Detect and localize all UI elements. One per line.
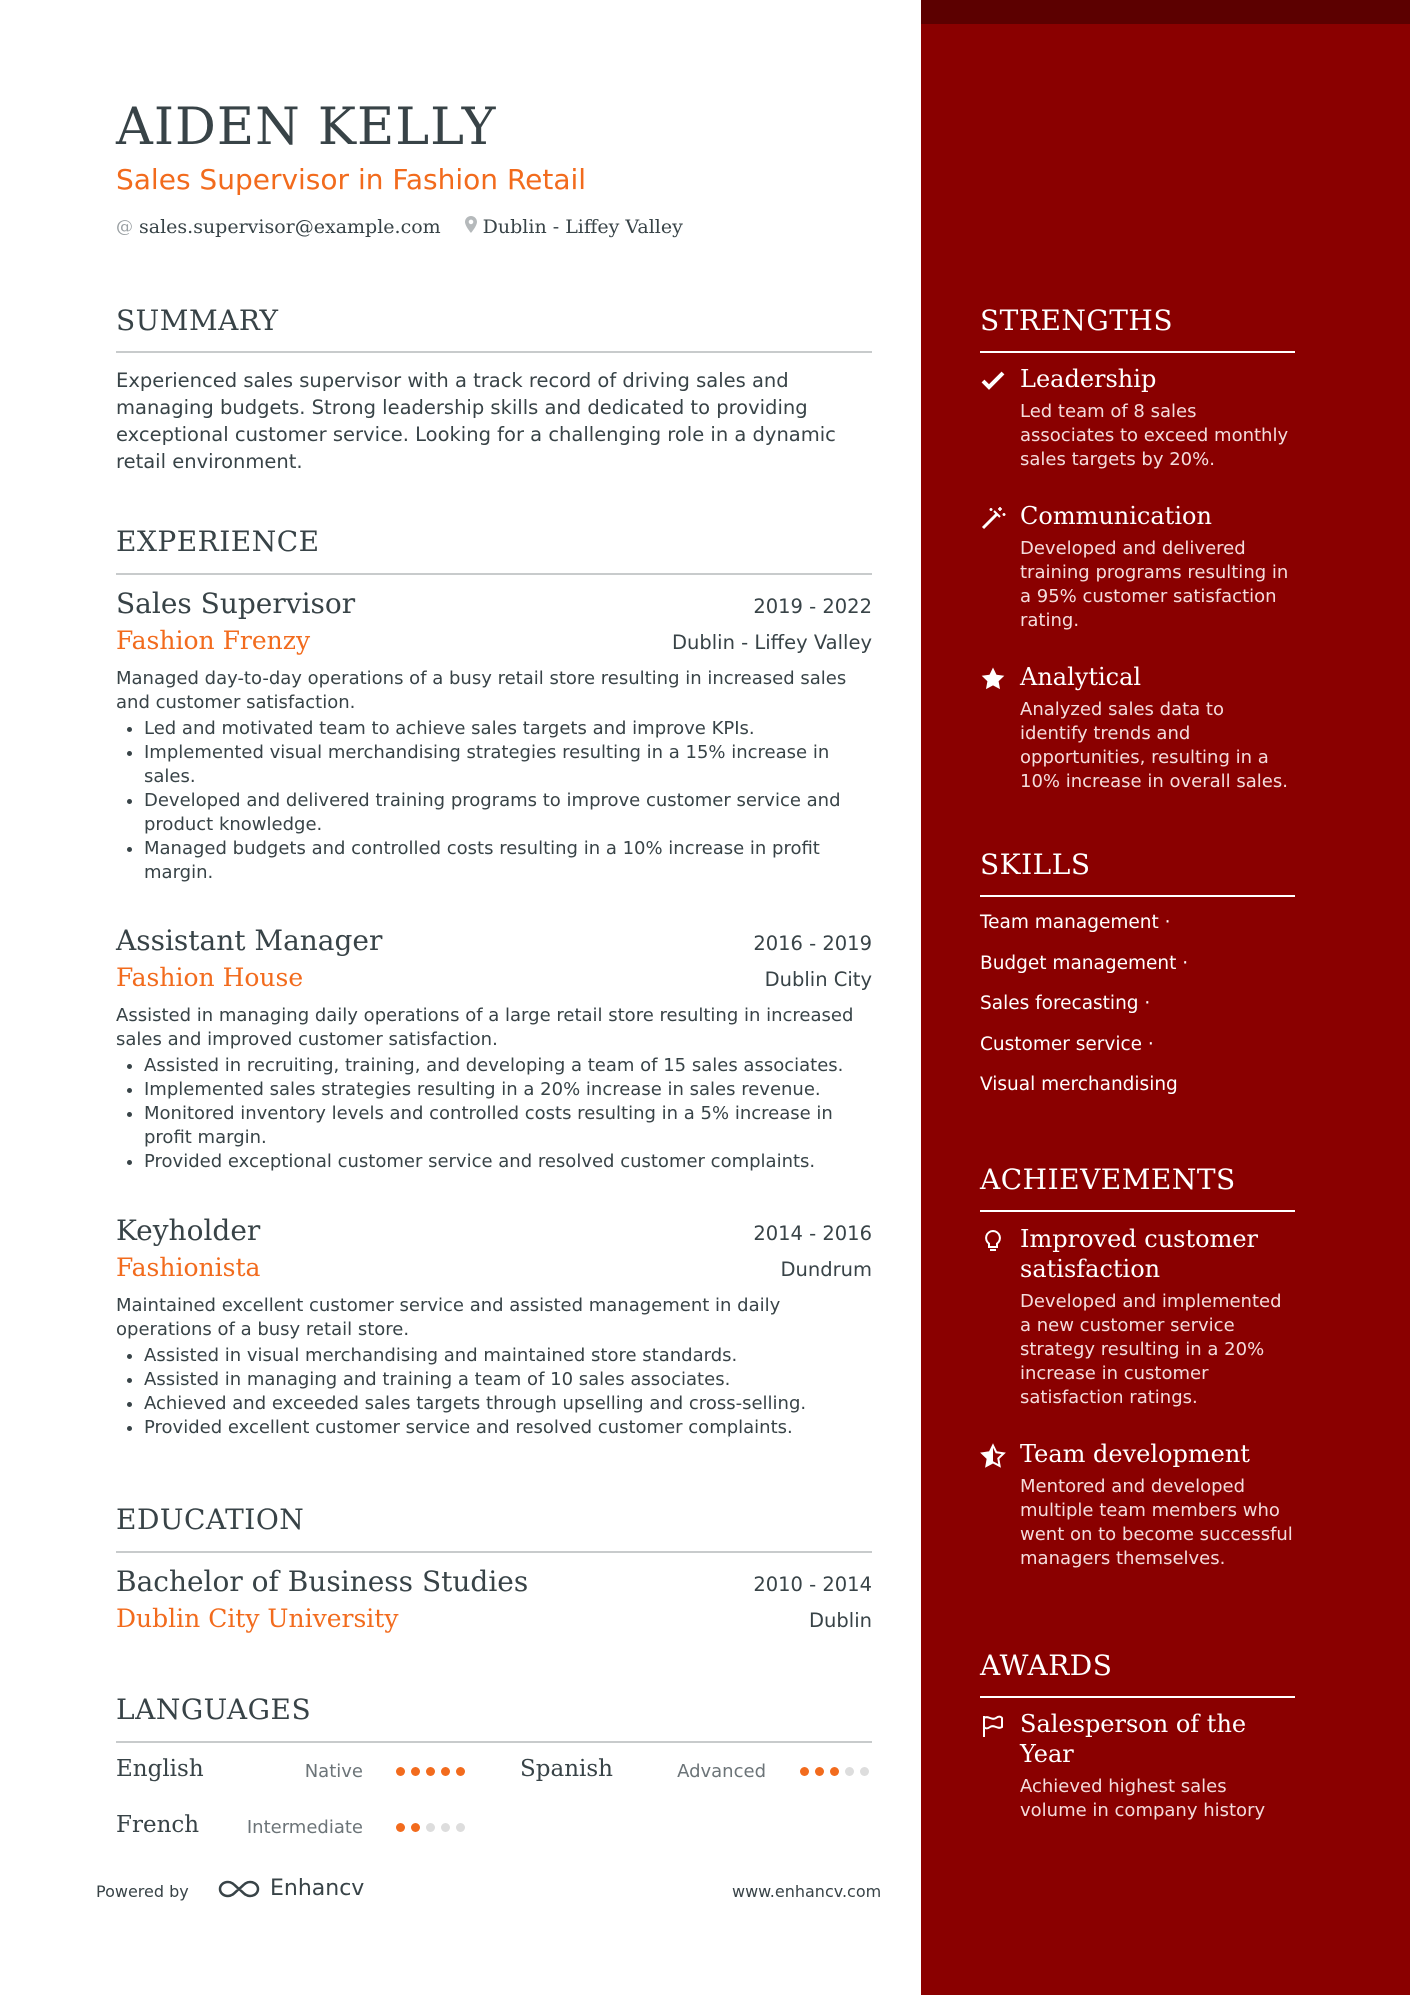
job-bullets bbox=[116, 1054, 872, 1174]
job-bullet: • Assisted in recruiting, training, and developing a team of 15 sales associates. bbox=[144, 1054, 872, 1078]
skill-item: Sales forecasting · bbox=[980, 993, 1151, 1014]
achievement-description: Mentored and developed multiple team members who went on to become successful managers themselves. bbox=[1020, 1476, 1293, 1569]
education-divider bbox=[116, 1551, 872, 1553]
location-pin-icon bbox=[465, 216, 477, 238]
brand-name: Enhancv bbox=[270, 1876, 365, 1901]
job-description: Managed day-to-day operations of a busy retail store resulting in increased sales and customer satisfaction. bbox=[116, 668, 847, 713]
job-description: Maintained excellent customer service and assisted management in daily operations of a busy retail store. bbox=[116, 1295, 781, 1340]
language-name: French bbox=[116, 1812, 200, 1838]
rating-dot-filled bbox=[800, 1767, 809, 1776]
language-rating bbox=[396, 1767, 471, 1776]
strengths-heading: STRENGTHS bbox=[980, 304, 1174, 337]
contact-location: Dublin - Liffey Valley bbox=[482, 216, 683, 238]
job-bullet: • Provided excellent customer service and resolved customer complaints. bbox=[144, 1416, 872, 1440]
lightbulb-icon bbox=[980, 1228, 1006, 1254]
rating-dot-filled bbox=[411, 1767, 420, 1776]
achievement-title: Team development bbox=[1020, 1440, 1250, 1468]
job-entry bbox=[116, 1214, 872, 1440]
contact-line bbox=[116, 216, 683, 238]
skill-item: Team management · bbox=[980, 912, 1171, 933]
language-level: Advanced bbox=[677, 1761, 766, 1782]
star-outline-icon bbox=[980, 1443, 1006, 1469]
achievements-divider bbox=[980, 1210, 1295, 1212]
rating-dot-filled bbox=[815, 1767, 824, 1776]
summary-divider bbox=[116, 351, 872, 353]
skill-item: Budget management · bbox=[980, 953, 1189, 974]
rating-dot-empty bbox=[845, 1767, 854, 1776]
job-dates: 2019 - 2022 bbox=[753, 595, 872, 618]
website-link[interactable]: www.enhancv.com bbox=[732, 1882, 882, 1901]
summary-text: Experienced sales supervisor with a track record of driving sales and managing budgets. Strong leadership skills and dedicated to providing exceptional customer service. Looking for a challenging role in a dynamic retail environment. bbox=[116, 369, 836, 473]
languages-heading: LANGUAGES bbox=[116, 1693, 312, 1726]
job-location: Dublin - Liffey Valley bbox=[672, 631, 872, 654]
job-location: Dublin City bbox=[764, 968, 872, 991]
rating-dot-empty bbox=[456, 1823, 465, 1832]
education-dates: 2010 - 2014 bbox=[753, 1573, 872, 1596]
infinity-logo-icon bbox=[216, 1878, 262, 1900]
rating-dot-filled bbox=[830, 1767, 839, 1776]
achievements-heading: ACHIEVEMENTS bbox=[980, 1163, 1236, 1196]
job-bullet: • Assisted in managing and training a team of 10 sales associates. bbox=[144, 1368, 872, 1392]
job-title: Keyholder bbox=[116, 1214, 261, 1247]
school-location: Dublin bbox=[809, 1609, 872, 1632]
award-title: Salesperson of the Year bbox=[1020, 1710, 1247, 1768]
star-icon bbox=[980, 666, 1006, 692]
awards-divider bbox=[980, 1696, 1295, 1698]
job-bullets bbox=[116, 1344, 872, 1440]
language-rating bbox=[800, 1767, 875, 1776]
rating-dot-empty bbox=[441, 1823, 450, 1832]
job-company: Fashionista bbox=[116, 1253, 261, 1282]
strength-title: Leadership bbox=[1020, 365, 1157, 393]
rating-dot-filled bbox=[396, 1823, 405, 1832]
degree-title: Bachelor of Business Studies bbox=[116, 1565, 529, 1598]
job-location: Dundrum bbox=[780, 1258, 872, 1281]
experience-divider bbox=[116, 573, 872, 575]
job-entry bbox=[116, 587, 872, 885]
contact-email[interactable]: sales.supervisor@example.com bbox=[139, 216, 441, 238]
strength-item bbox=[980, 662, 1295, 794]
flag-icon bbox=[980, 1713, 1006, 1739]
job-bullet: • Developed and delivered training programs to improve customer service and product knowledge. bbox=[144, 789, 872, 837]
strength-item bbox=[980, 501, 1295, 633]
strength-description: Developed and delivered training programs resulting in a 95% customer satisfaction rating. bbox=[1020, 538, 1289, 631]
job-bullet: • Assisted in visual merchandising and maintained store standards. bbox=[144, 1344, 872, 1368]
rating-dot-filled bbox=[411, 1823, 420, 1832]
job-company: Fashion House bbox=[116, 963, 304, 992]
strength-description: Led team of 8 sales associates to exceed monthly sales targets by 20%. bbox=[1020, 401, 1289, 470]
languages-divider bbox=[116, 1741, 872, 1743]
strength-description: Analyzed sales data to identify trends and opportunities, resulting in a 10% increase in overall sales. bbox=[1020, 699, 1288, 792]
job-dates: 2014 - 2016 bbox=[753, 1222, 872, 1245]
skill-item: Customer service · bbox=[980, 1034, 1154, 1055]
education-heading: EDUCATION bbox=[116, 1503, 305, 1536]
skills-heading: SKILLS bbox=[980, 848, 1091, 881]
language-level: Intermediate bbox=[246, 1817, 363, 1838]
job-bullet: • Led and motivated team to achieve sales targets and improve KPIs. bbox=[144, 717, 872, 741]
strengths-divider bbox=[980, 351, 1295, 353]
job-bullet: • Achieved and exceeded sales targets through upselling and cross-selling. bbox=[144, 1392, 872, 1416]
job-bullet: • Monitored inventory levels and controlled costs resulting in a 5% increase in profit margin. bbox=[144, 1102, 872, 1150]
job-title: Assistant Manager bbox=[116, 924, 383, 957]
enhancv-logo[interactable] bbox=[216, 1876, 364, 1901]
powered-by-label: Powered by bbox=[96, 1882, 189, 1901]
language-name: Spanish bbox=[520, 1756, 613, 1782]
rating-dot-filled bbox=[456, 1767, 465, 1776]
job-entry bbox=[116, 924, 872, 1174]
experience-heading: EXPERIENCE bbox=[116, 525, 320, 558]
awards-heading: AWARDS bbox=[980, 1649, 1113, 1682]
sidebar-top-band bbox=[921, 0, 1410, 24]
job-dates: 2016 - 2019 bbox=[753, 932, 872, 955]
job-bullets bbox=[116, 717, 872, 885]
award-item bbox=[980, 1709, 1295, 1823]
achievement-description: Developed and implemented a new customer service strategy resulting in a 20% increase in customer satisfaction ratings. bbox=[1020, 1291, 1282, 1408]
rating-dot-filled bbox=[426, 1767, 435, 1776]
skills-divider bbox=[980, 895, 1295, 897]
job-bullet: • Implemented visual merchandising strategies resulting in a 15% increase in sales. bbox=[144, 741, 872, 789]
strength-title: Communication bbox=[1020, 502, 1212, 530]
rating-dot-filled bbox=[396, 1767, 405, 1776]
candidate-title: Sales Supervisor in Fashion Retail bbox=[116, 163, 587, 196]
education-entry bbox=[116, 1565, 872, 1633]
skill-item: Visual merchandising bbox=[980, 1074, 1178, 1095]
rating-dot-filled bbox=[441, 1767, 450, 1776]
summary-heading: SUMMARY bbox=[116, 304, 279, 337]
job-description: Assisted in managing daily operations of a large retail store resulting in increased sales and improved customer satisfaction. bbox=[116, 1005, 854, 1050]
rating-dot-empty bbox=[860, 1767, 869, 1776]
rating-dot-empty bbox=[426, 1823, 435, 1832]
language-level: Native bbox=[304, 1761, 363, 1782]
magic-wand-icon bbox=[980, 505, 1006, 531]
job-bullet: • Implemented sales strategies resulting in a 20% increase in sales revenue. bbox=[144, 1078, 872, 1102]
award-description: Achieved highest sales volume in company history bbox=[1020, 1776, 1266, 1821]
achievement-item bbox=[980, 1439, 1295, 1571]
strength-item bbox=[980, 364, 1295, 472]
job-bullet: • Managed budgets and controlled costs resulting in a 10% increase in profit margin. bbox=[144, 837, 872, 885]
job-title: Sales Supervisor bbox=[116, 587, 356, 620]
candidate-name: AIDEN KELLY bbox=[116, 98, 497, 157]
strength-title: Analytical bbox=[1020, 663, 1142, 691]
job-bullet: • Provided exceptional customer service and resolved customer complaints. bbox=[144, 1150, 872, 1174]
check-icon bbox=[980, 368, 1006, 394]
language-name: English bbox=[116, 1756, 204, 1782]
at-icon: @ bbox=[116, 217, 133, 237]
language-rating bbox=[396, 1823, 471, 1832]
achievement-item bbox=[980, 1224, 1295, 1410]
achievement-title: Improved customer satisfaction bbox=[1020, 1225, 1259, 1283]
job-company: Fashion Frenzy bbox=[116, 626, 311, 655]
school-name: Dublin City University bbox=[116, 1604, 399, 1633]
